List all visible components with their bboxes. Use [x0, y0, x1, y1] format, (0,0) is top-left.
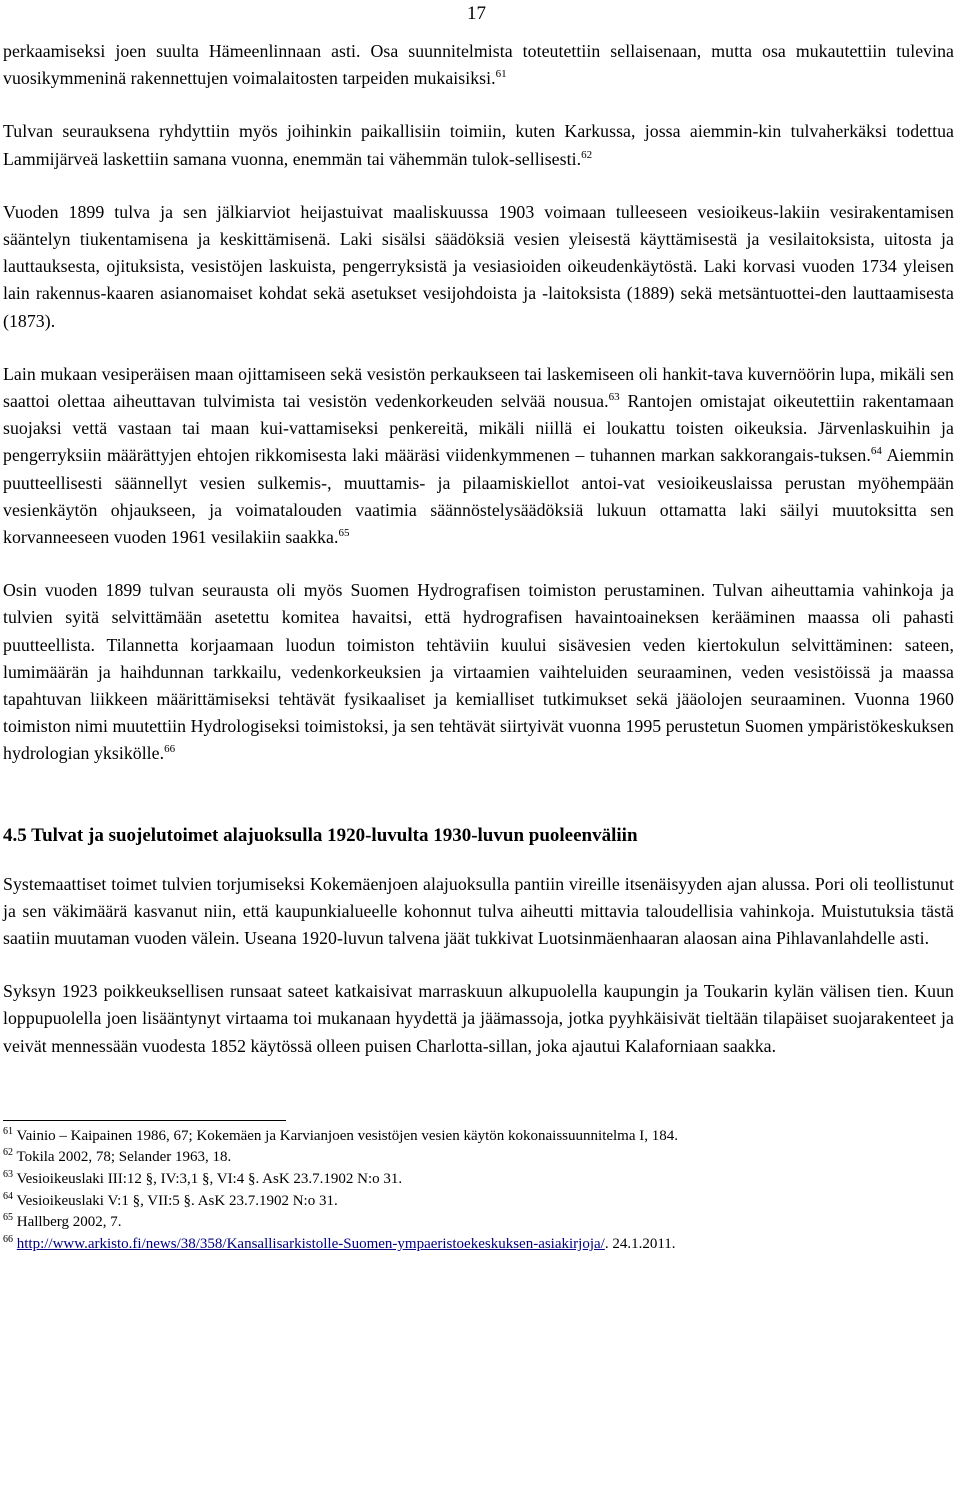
footnote-text: Vesioikeuslaki III:12 §, IV:3,1 §, VI:4 §. AsK 23.7.1902 N:o 31. — [13, 1171, 403, 1188]
footnote-ref[interactable]: 62 — [581, 148, 593, 161]
paragraph — [3, 871, 954, 953]
paragraph — [3, 118, 954, 172]
paragraph-text: Tulvan seurauksena ryhdyttiin myös joihinkin paikallisiin toimiin, kuten Karkussa, jossa aiemmin-kin tulvaherkäksi todettua Lammijärveä laskettiin samana vuonna, enemmän tai vähemmän tulok-sellisesti. — [3, 121, 954, 169]
paragraph-text: Lain mukaan vesiperäisen maan ojittamiseen sekä vesistön perkaukseen tai laskemiseen oli hankit-tava kuvernöörin lupa, mikäli sen saattoi olettaa aiheuttavan tulvimista tai vesistön vedenkorkeuden selvää nousua. — [3, 363, 954, 412]
paragraph-text: Rantojen omistajat oikeutettiin rakentamaan suojaksi vettä vastaan tai maan kui-vattamiseksi penkereitä, mikäli niillä ei loukattu toisten oikeuksia. Järvenlaskuihin ja pengerryksiin määrättyjen ehtojen rikkomisesta laki määräsi viidenkymmenen – tuhannen markan sakkorangais-tuksen. — [3, 391, 954, 466]
body-paragraphs — [3, 38, 954, 768]
footnote-ref[interactable]: 61 — [495, 68, 507, 81]
paragraph — [3, 38, 954, 92]
paragraph-text: Aiemmin puutteellisesti säännellyt vesien sulkemis-, muuttamis- ja pilaamiskiellot antoi-vat vesioikeuslaissa perustan myöhempään vesienkäytön ohjaukseen, ja voimatalouden vaatimia säännöstelysäädöksiä lukuun ottamatta laki säilyi muutoksitta sen korvanneeseen vuoden 1961 vesilakiin saakka. — [3, 445, 954, 548]
footnote-ref[interactable]: 63 — [608, 391, 620, 404]
footnote-number: 61 — [3, 1125, 13, 1137]
footnote-ref[interactable]: 65 — [338, 527, 350, 540]
paragraph-text: perkaamiseksi joen suulta Hämeenlinnaan asti. Osa suunnitelmista toteutettiin sellaisenaan, mutta osa mukautettiin tulevina vuosikymmeninä rakennettujen voimalaitosten tarpeiden mukaisiksi. — [3, 41, 954, 89]
footnote-text: . 24.1.2011. — [604, 1235, 676, 1252]
paragraph — [3, 978, 954, 1060]
paragraph — [3, 199, 954, 335]
section-heading: 4.5 Tulvat ja suojelutoimet alajuoksulla 1920-luvulta 1930-luvun puoleenväliin — [3, 824, 638, 846]
footnote-text: Vesioikeuslaki V:1 §, VII:5 §. AsK 23.7.1902 N:o 31. — [13, 1192, 338, 1209]
paragraph-text: Vuoden 1899 tulva ja sen jälkiarviot heijastuivat maaliskuussa 1903 voimaan tulleeseen vesioikeus-lakiin vesirakentamisen sääntelyn tiukentamisena ja keskittämisenä. Laki sisälsi säädöksiä vesien yleisestä käyttämisestä ja vesilaitoksista, uitosta ja lauttauksesta, ojituksista, vesistöjen laskuista, pengerryksistä ja vesiasioiden oikeudenkäytöstä. Laki korvasi vuoden 1734 yleisen lain rakennus-kaaren asianomaiset kohdat sekä asetukset vesijohdoista ja -laitoksista (1889) sekä metsäntuottei-den lauttaamisesta (1873). — [3, 201, 954, 331]
footnote-61 — [3, 1126, 954, 1148]
footnote-number: 64 — [3, 1190, 13, 1202]
footnote-number: 66 — [3, 1233, 13, 1245]
footnote-65 — [3, 1212, 954, 1234]
footnote-number: 65 — [3, 1212, 13, 1224]
paragraph-text: Systemaattiset toimet tulvien torjumiseksi Kokemäenjoen alajuoksulla pantiin vireille itsenäisyyden ajan alussa. Pori oli teollistunut ja sen väkimäärä kasvanut niin, että kaupunkialueelle kohonnut tulva aiheutti mittavia taloudellisia vahinkoja. Muistutuksia tästä saatiin muutaman vuoden välein. Useana 1920-luvun talvena jäät tukkivat Luotsinmäenhaaran alaosan aina Pihlavanlahdelle asti. — [3, 873, 954, 949]
footnote-ref[interactable]: 64 — [870, 445, 882, 458]
footnote-rule — [3, 1120, 286, 1121]
paragraph-text: Osin vuoden 1899 tulvan seurausta oli myös Suomen Hydrografisen toimiston perustaminen. Tulvan aiheuttamia vahinkoja ja tulvien syitä selvittämään asetettu komitea havaitsi, että hydrografisen havaintoaineksen kerääminen maassa oli pahasti puutteellista. Tilannetta korjaamaan luodun toimiston tehtäviin kuului sisävesien veden kiertokulun selvittäminen: sateen, lumimäärän ja haihdunnan tarkkailu, vedenkorkeuksien ja virtaamien vaihteluiden seuraaminen, veden vesistöissä ja maassa tapahtuvan liikkeen määrittämiseksi tehtävät fysikaaliset ja kemialliset tutkimukset sekä jääolojen seuraaminen. Vuonna 1960 toimiston nimi muutettiin Hydrologiseksi toimistoksi, ja sen tehtävät siirtyivät vuonna 1995 perustetun Suomen ympäristökeskuksen hydrologian yksikölle. — [3, 580, 954, 764]
page-content — [3, 38, 954, 1255]
page-number: 17 — [467, 3, 486, 24]
footnote-66 — [3, 1234, 954, 1256]
footnote-text: Vainio – Kaipainen 1986, 67; Kokemäen ja Karvianjoen vesistöjen vesien käytön kokonaissuunnitelma I, 184. — [13, 1127, 679, 1144]
footnote-ref[interactable]: 66 — [164, 743, 176, 756]
paragraph — [3, 577, 954, 767]
footnote-63 — [3, 1169, 954, 1191]
footnote-text: Tokila 2002, 78; Selander 1963, 18. — [13, 1149, 232, 1166]
footnote-62 — [3, 1147, 954, 1169]
paragraph-text: Syksyn 1923 poikkeuksellisen runsaat sateet katkaisivat marraskuun alkupuolella kaupungin ja Toukarin kylän välisen tien. Kuun loppupuolella joen lisääntynyt virtaama toi mukanaan hyydettä ja jäämassoja, jotka pyyhkäisivät tieltään tilapäiset suojarakenteet ja veivät mennessään vuodesta 1852 käytössä olleen puisen Charlotta-sillan, joka ajautui Kalaforniaan saakka. — [3, 981, 954, 1056]
footnote-64 — [3, 1191, 954, 1213]
footnote-number: 63 — [3, 1169, 13, 1181]
footnote-text: Hallberg 2002, 7. — [13, 1214, 122, 1231]
footnote-number: 62 — [3, 1147, 13, 1159]
section-paragraphs — [3, 871, 954, 1060]
footnotes — [3, 1126, 954, 1256]
paragraph — [3, 361, 954, 551]
footnote-link[interactable]: http://www.arkisto.fi/news/38/358/Kansallisarkistolle-Suomen-ympaeristoekeskuksen-asiakirjoja/ — [16, 1235, 605, 1252]
